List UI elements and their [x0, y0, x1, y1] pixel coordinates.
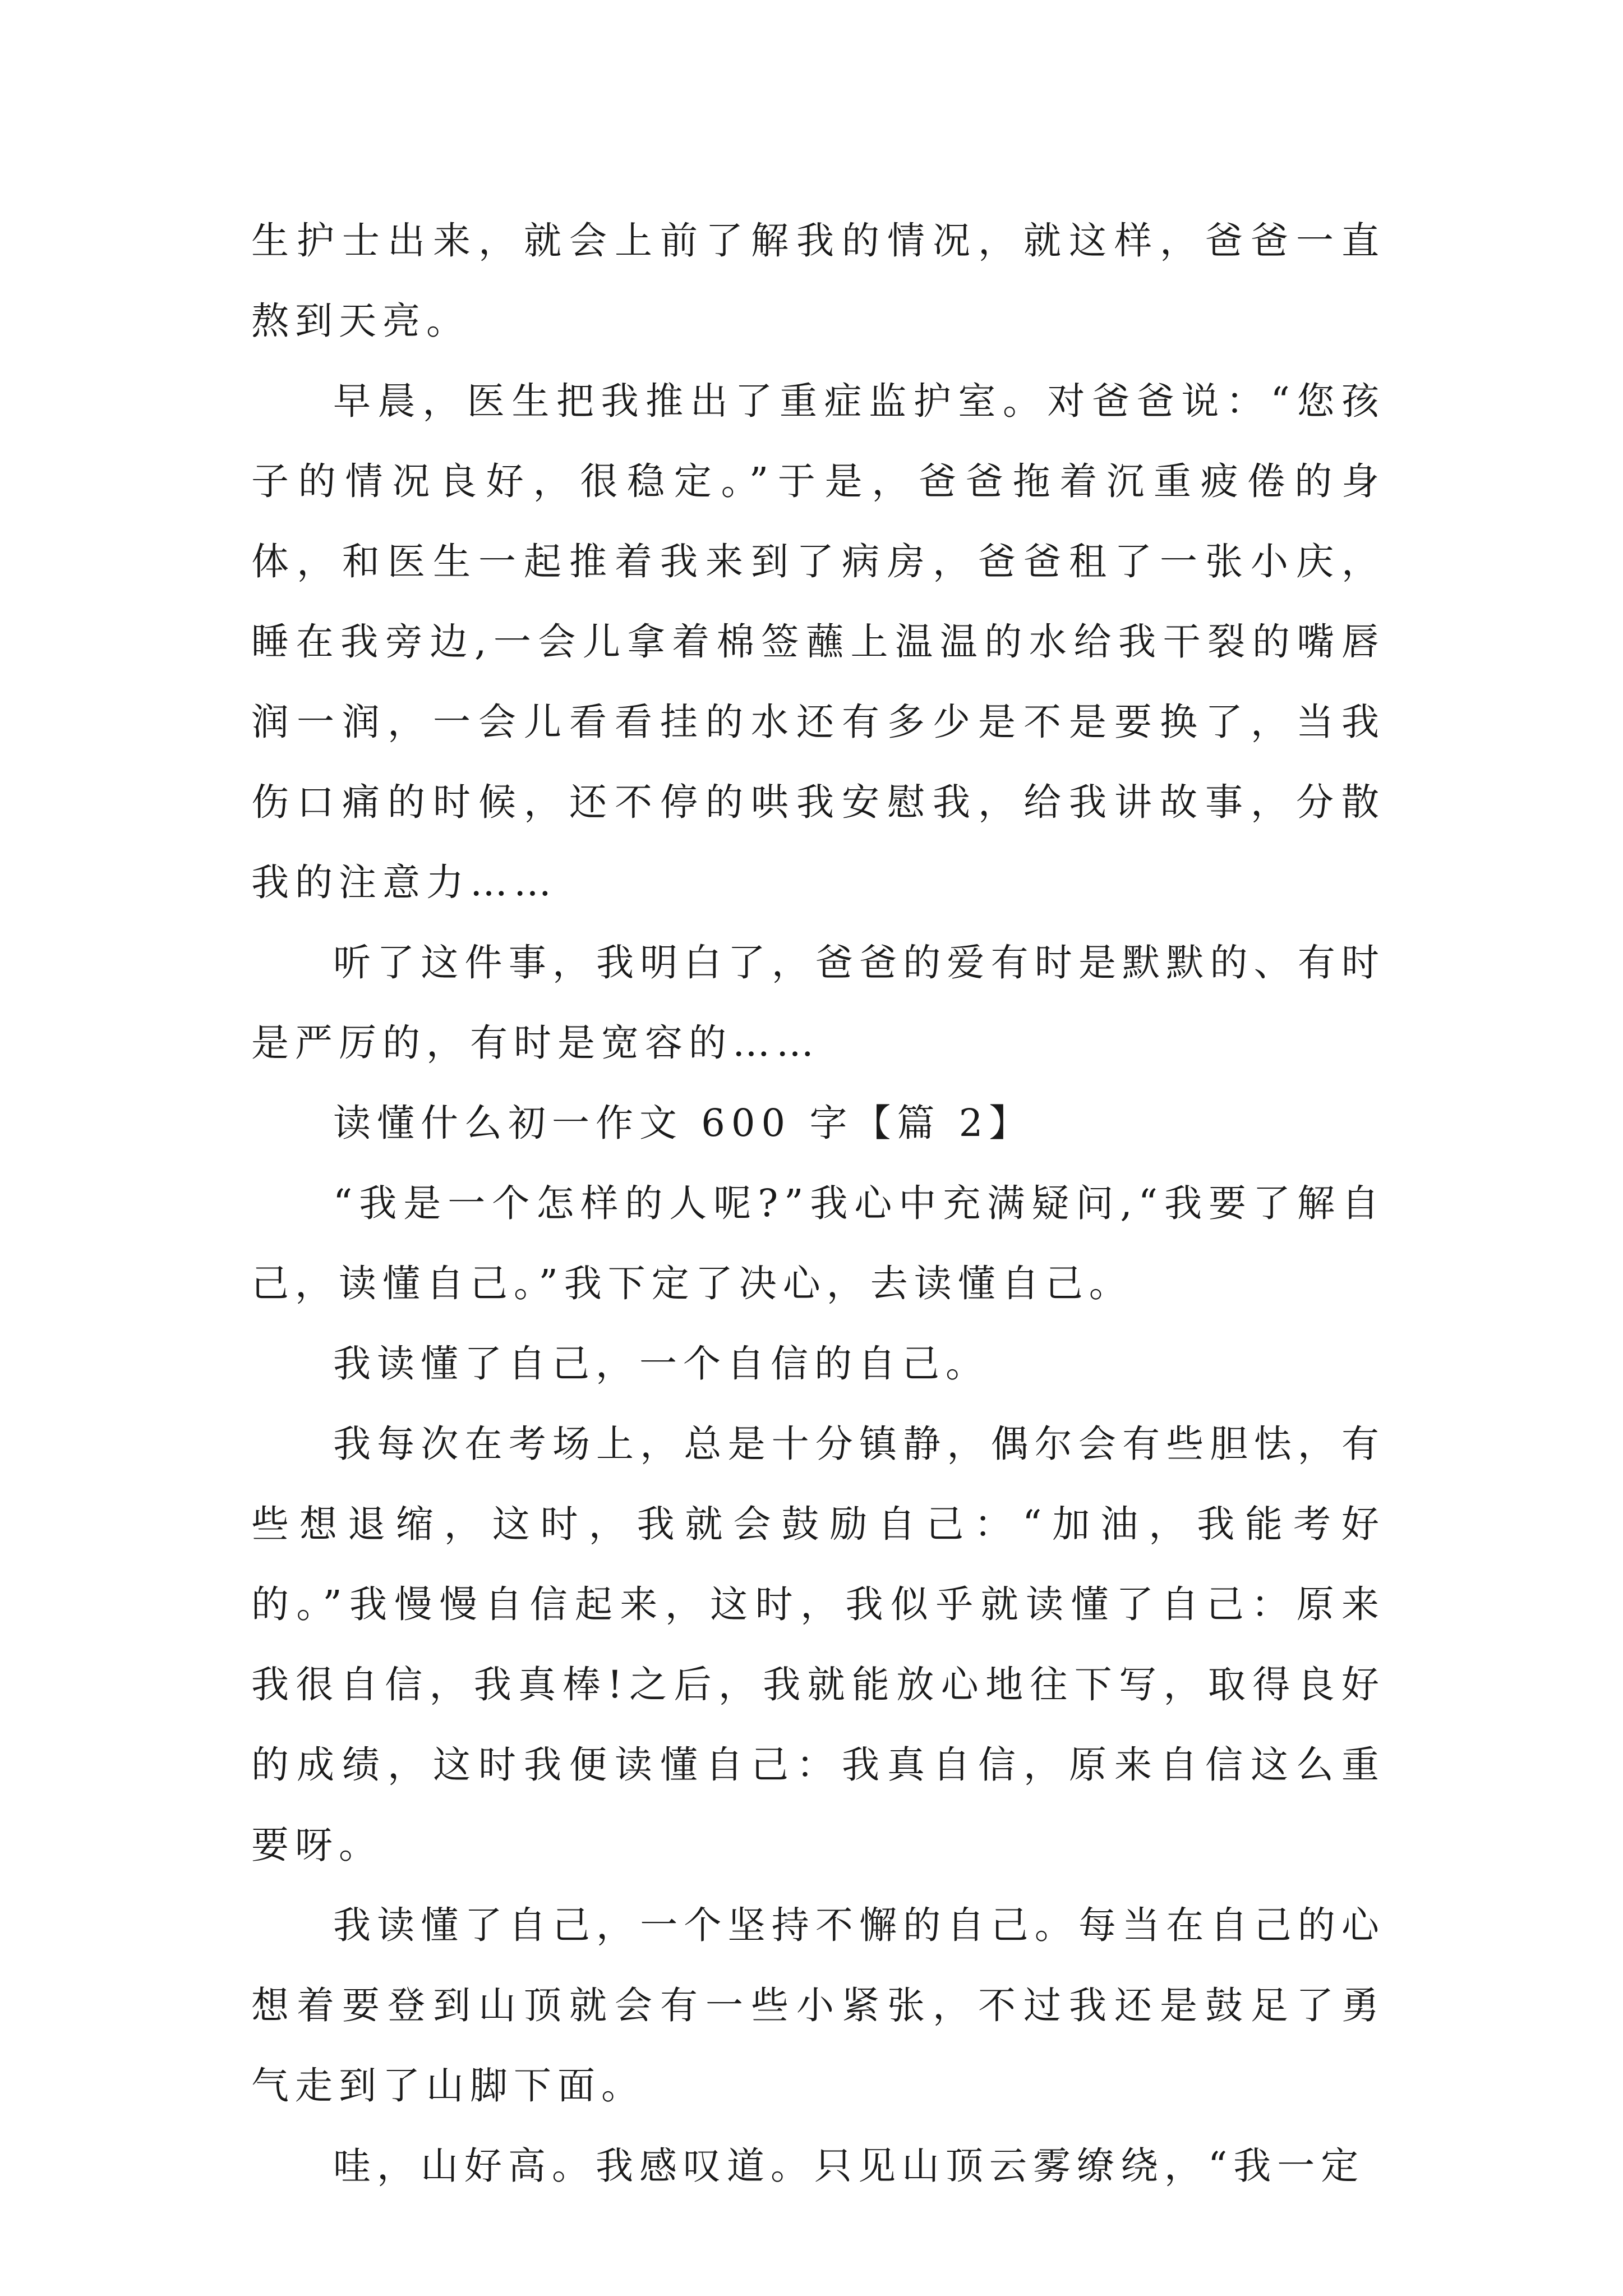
paragraph-question: “我是一个怎样的人呢?”我心中充满疑问,“我要了解自己，读懂自己。”我下定了决心，去读懂自己。: [251, 1181, 1385, 1305]
paragraph-mountain: 哇，山好高。我感叹道。只见山顶云雾缭绕，“我一定: [333, 2144, 1365, 2188]
paragraph-continuation: 生护士出来，就会上前了解我的情况，就这样，爸爸一直熬到天亮。: [251, 219, 1385, 343]
paragraph-realization: 听了这件事，我明白了，爸爸的爱有时是默默的、有时是严厉的，有时是宽容的……: [251, 941, 1385, 1065]
document-body: [251, 201, 1385, 2206]
paragraph-persistent-self: 我读懂了自己，一个坚持不懈的自己。每当在自己的心想着要登到山顶就会有一些小紧张，不过我还是鼓足了勇气走到了山脚下面。: [251, 1903, 1385, 2108]
paragraph-confident-self: 我读懂了自己，一个自信的自己。: [333, 1342, 989, 1386]
paragraph-exam: 我每次在考场上，总是十分镇静，偶尔会有些胆怯，有些想退缩，这时，我就会鼓励自己：“加油，我能考好的。”我慢慢自信起来，这时，我似乎就读懂了自己：原来我很自信，我真棒!之后，我就能放心地往下写，取得良好的成绩，这时我便读懂自己：我真自信，原来自信这么重要呀。: [251, 1422, 1385, 1867]
paragraph-morning: 早晨，医生把我推出了重症监护室。对爸爸说：“您孩子的情况良好，很稳定。”于是，爸爸拖着沉重疲倦的身体，和医生一起推着我来到了病房，爸爸租了一张小庆，睡在我旁边,一会儿拿着棉签蘸上温温的水给我干裂的嘴唇润一润，一会儿看看挂的水还有多少是不是要换了，当我伤口痛的时候，还不停的哄我安慰我，给我讲故事，分散我的注意力……: [251, 379, 1385, 904]
essay-heading: 读懂什么初一作文 600 字【篇 2】: [333, 1101, 1033, 1145]
